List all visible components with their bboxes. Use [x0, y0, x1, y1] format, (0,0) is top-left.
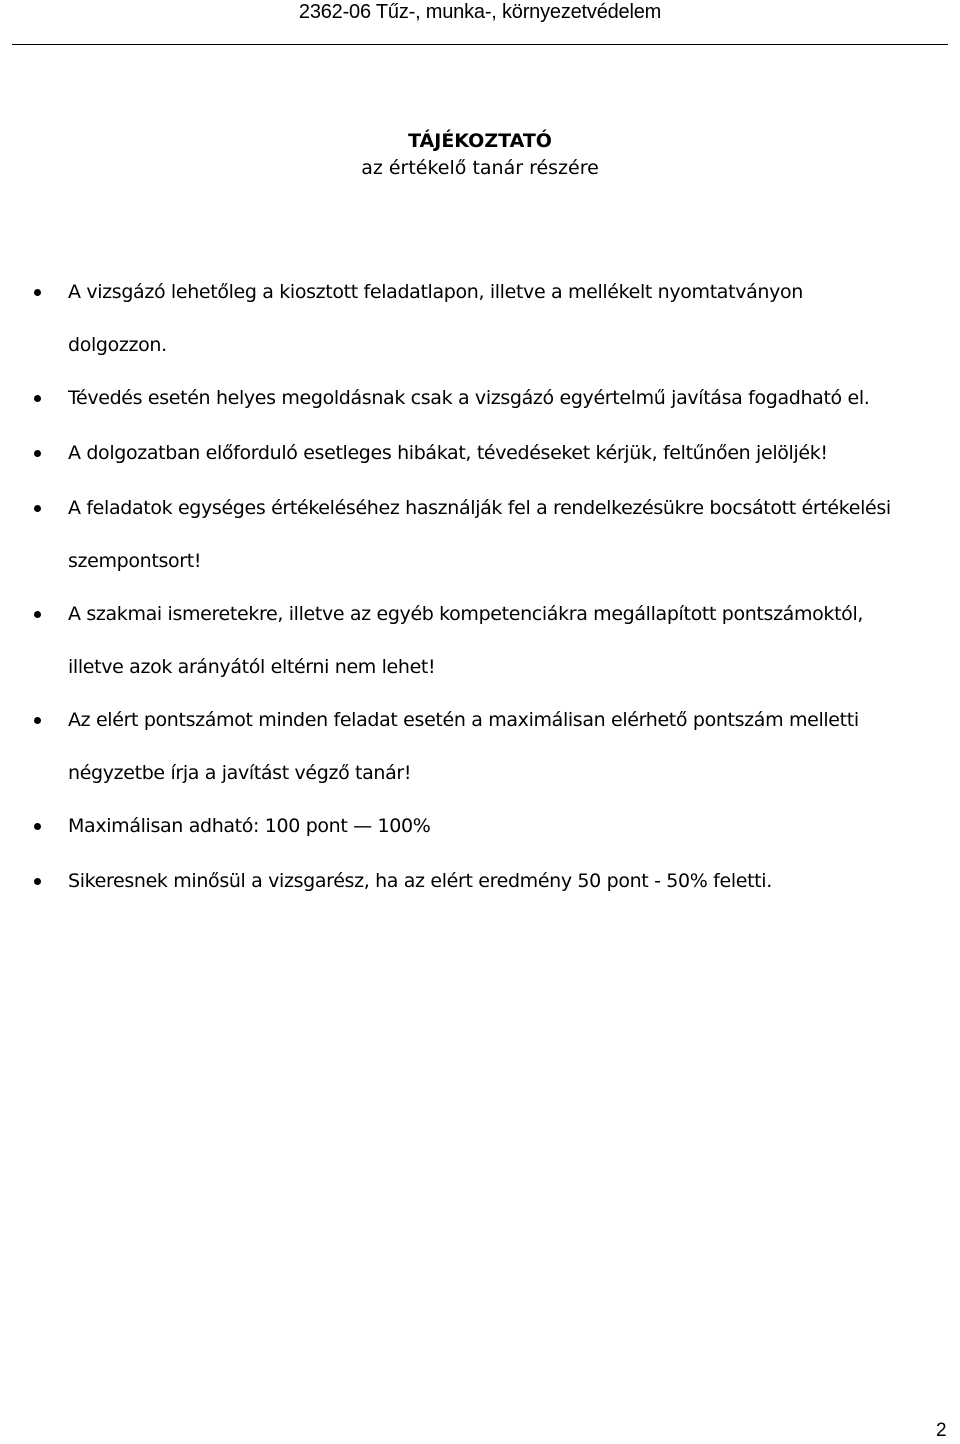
- instruction-text-continued: illetve azok arányától eltérni nem lehet!: [68, 656, 436, 678]
- page-number: 2: [936, 1420, 947, 1441]
- header-divider: [12, 44, 948, 45]
- bullet-icon: [34, 505, 41, 512]
- instruction-item: [0, 371, 960, 426]
- instruction-text: Tévedés esetén helyes megoldásnak csak a vizsgázó egyértelmű javítása fogadható el.: [68, 387, 870, 409]
- bullet-icon: [34, 450, 41, 457]
- instruction-item: [0, 799, 960, 854]
- bullet-icon: [34, 717, 41, 724]
- bullet-icon: [34, 878, 41, 885]
- instruction-text-continued: dolgozzon.: [68, 334, 167, 356]
- instruction-item: [0, 693, 960, 799]
- instruction-text: A vizsgázó lehetőleg a kiosztott feladatlapon, illetve a mellékelt nyomtatványon: [68, 281, 803, 303]
- instruction-text: A szakmai ismeretekre, illetve az egyéb kompetenciákra megállapított pontszámoktól,: [68, 603, 864, 625]
- document-title: TÁJÉKOZTATÓ: [408, 130, 552, 152]
- document-subtitle: az értékelő tanár részére: [361, 157, 599, 179]
- bullet-icon: [34, 289, 41, 296]
- instruction-list: [0, 265, 960, 909]
- instruction-text: A dolgozatban előforduló esetleges hibákat, tévedéseket kérjük, feltűnően jelöljék!: [68, 442, 828, 464]
- instruction-text: Maximálisan adható: 100 pont — 100%: [68, 815, 431, 837]
- instruction-item: [0, 426, 960, 481]
- instruction-text: Sikeresnek minősül a vizsgarész, ha az elért eredmény 50 pont - 50% feletti.: [68, 870, 772, 892]
- instruction-text: A feladatok egységes értékeléséhez használják fel a rendelkezésükre bocsátott értékelési: [68, 497, 891, 519]
- instruction-item: [0, 481, 960, 587]
- instruction-item: [0, 265, 960, 371]
- instruction-item: [0, 587, 960, 693]
- instruction-item: [0, 854, 960, 909]
- instruction-text-continued: négyzetbe írja a javítást végző tanár!: [68, 762, 412, 784]
- instruction-text: Az elért pontszámot minden feladat esetén a maximálisan elérhető pontszám melletti: [68, 709, 859, 731]
- bullet-icon: [34, 823, 41, 830]
- running-header: 2362-06 Tűz-, munka-, környezetvédelem: [298, 1, 662, 23]
- instruction-text-continued: szempontsort!: [68, 550, 202, 572]
- bullet-icon: [34, 395, 41, 402]
- bullet-icon: [34, 611, 41, 618]
